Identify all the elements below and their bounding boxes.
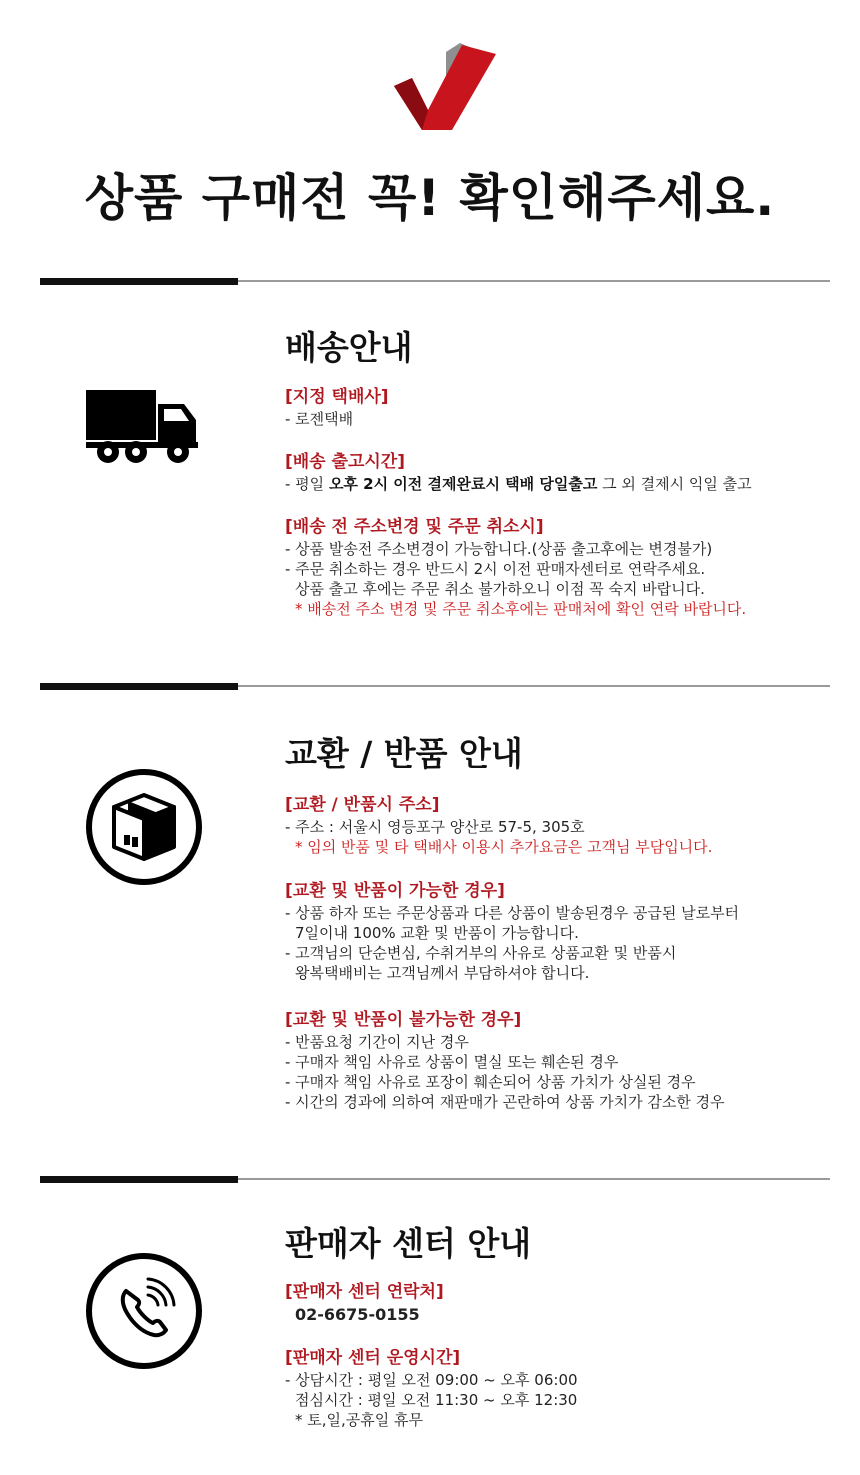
returns-address-block (285, 794, 825, 857)
shipping-time-block (285, 451, 825, 494)
info-line: * 토,일,공휴일 휴무 (295, 1411, 424, 1429)
section-heading: [교환 및 반품이 불가능한 경우] (285, 1010, 522, 1030)
shipping-change-block (285, 516, 825, 619)
returns-title: 교환 / 반품 안내 (285, 734, 523, 773)
info-line: 점심시간 : 평일 오전 11:30 ~ 오후 12:30 (295, 1391, 578, 1409)
info-line: 7일이내 100% 교환 및 반품이 가능합니다. (295, 924, 579, 942)
section-heading: [교환 / 반품시 주소] (285, 795, 440, 815)
section-heading: [교환 및 반품이 가능한 경우] (285, 881, 505, 901)
truck-icon (86, 390, 202, 466)
info-line: - 주문 취소하는 경우 반드시 2시 이전 판매자센터로 연락주세요. (285, 560, 706, 578)
section-heading: [배송 전 주소변경 및 주문 취소시] (285, 517, 544, 537)
emphasis-text: 오후 2시 이전 결제완료시 택배 당일출고 (328, 475, 598, 493)
info-line: - 평일 오후 2시 이전 결제완료시 택배 당일출고 그 외 결제시 익일 출고 (285, 475, 752, 493)
info-line: - 상품 하자 또는 주문상품과 다른 상품이 발송된경우 공급된 날로부터 (285, 904, 740, 922)
section-heading: [지정 택배사] (285, 387, 389, 407)
section-divider (40, 683, 830, 691)
center-title: 판매자 센터 안내 (285, 1224, 532, 1263)
box-icon (84, 767, 204, 887)
info-line: - 반품요청 기간이 지난 경우 (285, 1033, 469, 1051)
notice-line: * 배송전 주소 변경 및 주문 취소후에는 판매처에 확인 연락 바랍니다. (295, 600, 747, 618)
center-hours-block (285, 1347, 825, 1430)
info-line: 왕복택배비는 고객님께서 부담하셔야 합니다. (295, 964, 590, 982)
info-line: - 상품 발송전 주소변경이 가능합니다.(상품 출고후에는 변경불가) (285, 540, 713, 558)
info-line: - 로젠택배 (285, 410, 354, 428)
info-line: - 고객님의 단순변심, 수취거부의 사유로 상품교환 및 반품시 (285, 944, 677, 962)
info-line: - 시간의 경과에 의하여 재판매가 곤란하여 상품 가치가 감소한 경우 (285, 1093, 725, 1111)
info-line: - 구매자 책임 사유로 포장이 훼손되어 상품 가치가 상실된 경우 (285, 1073, 696, 1091)
shipping-title: 배송안내 (285, 328, 413, 367)
info-line: 상품 출고 후에는 주문 취소 불가하오니 이점 꼭 숙지 바랍니다. (295, 580, 705, 598)
section-heading: [판매자 센터 연락처] (285, 1282, 444, 1302)
check-mark-icon (386, 40, 496, 135)
info-line: - 주소 : 서울시 영등포구 양산로 57-5, 305호 (285, 818, 585, 836)
section-divider (40, 1176, 830, 1184)
returns-allowed-block (285, 880, 825, 983)
section-heading: [판매자 센터 운영시간] (285, 1348, 461, 1368)
section-divider (40, 278, 830, 286)
section-heading: [배송 출고시간] (285, 452, 405, 472)
shipping-courier-block (285, 386, 825, 429)
returns-not-allowed-block (285, 1009, 825, 1112)
phone-number: 02-6675-0155 (295, 1305, 420, 1324)
info-line: - 상담시간 : 평일 오전 09:00 ~ 오후 06:00 (285, 1371, 578, 1389)
notice-line: * 임의 반품 및 타 택배사 이용시 추가요금은 고객님 부담입니다. (295, 838, 713, 856)
page-title: 상품 구매전 꼭! 확인해주세요. (84, 169, 776, 227)
phone-icon (84, 1251, 204, 1371)
center-contact-block (285, 1281, 825, 1326)
info-line: - 구매자 책임 사유로 상품이 멸실 또는 훼손된 경우 (285, 1053, 619, 1071)
